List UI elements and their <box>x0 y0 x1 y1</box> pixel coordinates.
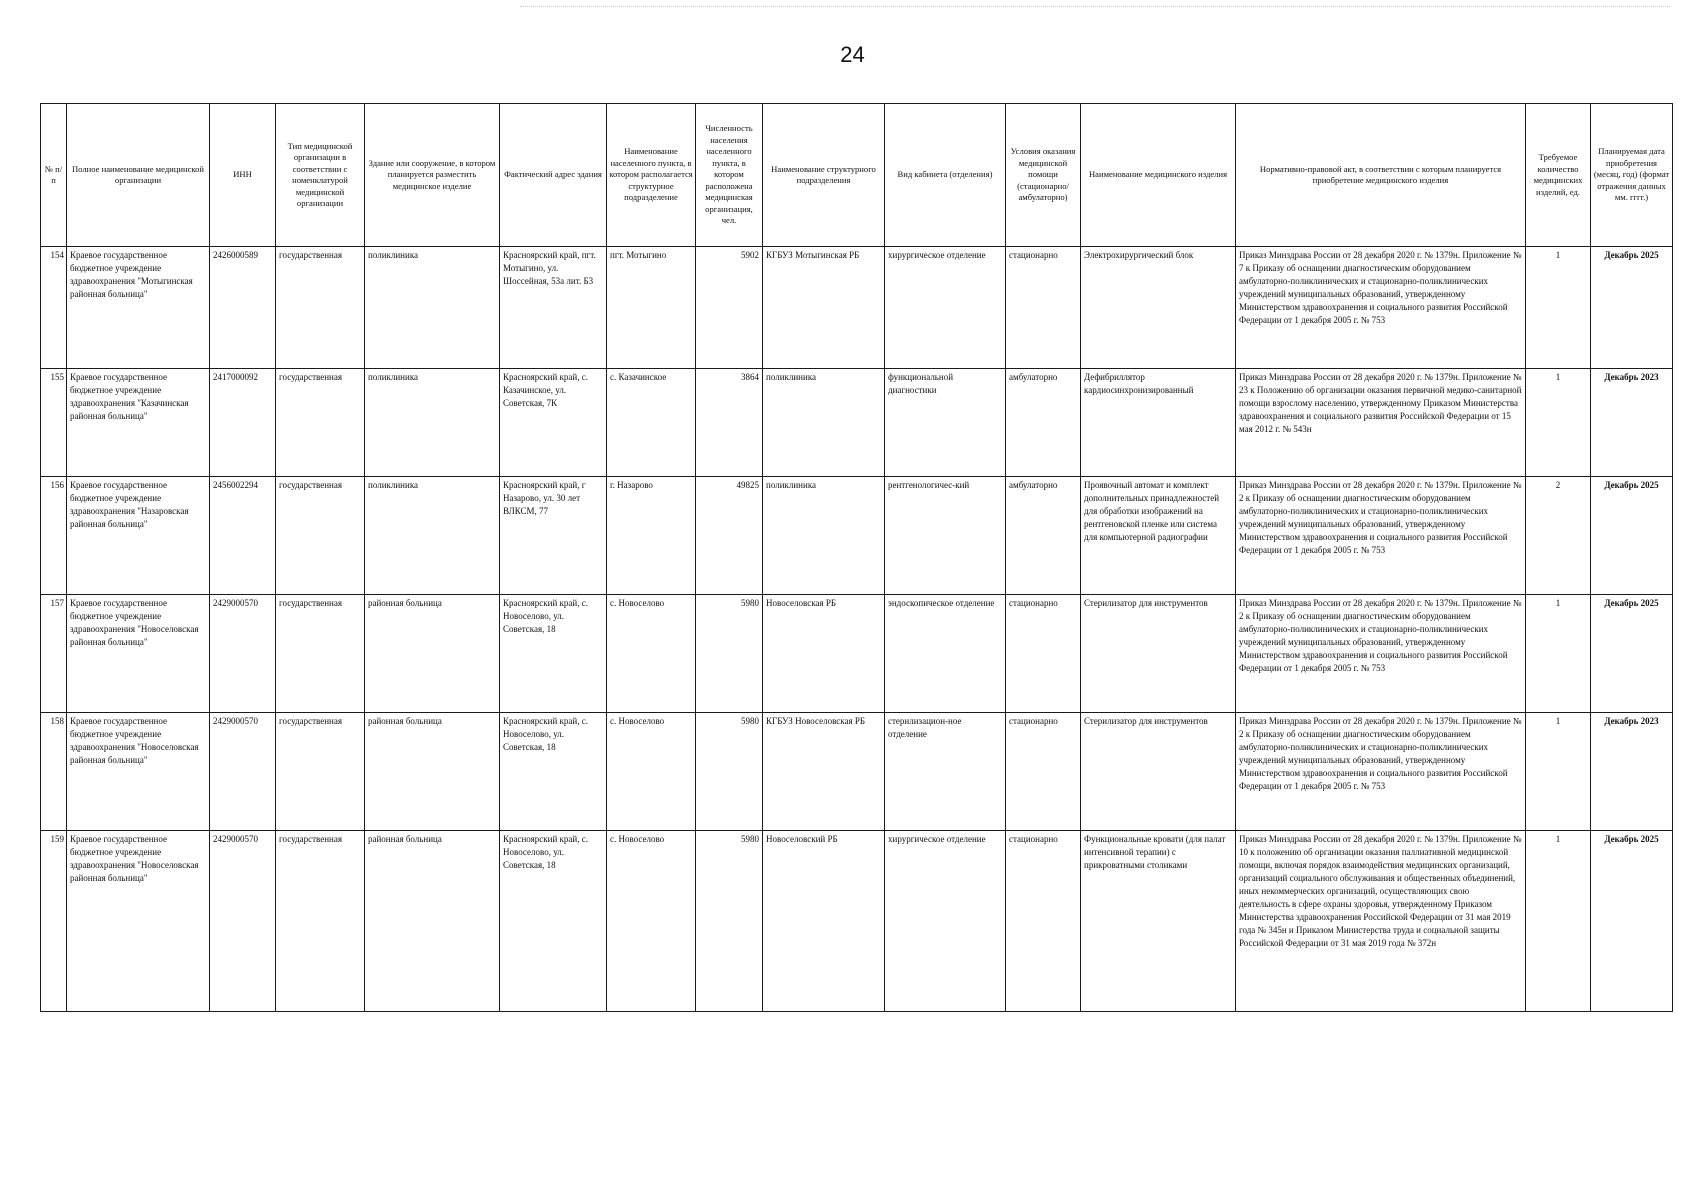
table-row <box>41 247 1673 369</box>
cell-cabinet: функциональной диагностики <box>885 369 1006 477</box>
cell-qty: 1 <box>1526 595 1591 713</box>
cell-cabinet: рентгенологичес-кий <box>885 477 1006 595</box>
header-device: Наименование медицинского изделия <box>1081 104 1236 247</box>
cell-org: Краевое государственное бюджетное учреждение здравоохранения "Назаровская районная больница" <box>67 477 210 595</box>
table-row <box>41 595 1673 713</box>
cell-address: Красноярский край, пгт. Мотыгино, ул. Шоссейная, 53а лит. Б3 <box>500 247 607 369</box>
cell-device: Проявочный автомат и комплект дополнительных принадлежностей для обработки изображений на рентгеновской пленке или система для компьютерной радиографии <box>1081 477 1236 595</box>
cell-address: Красноярский край, с. Новоселово, ул. Советская, 18 <box>500 831 607 1012</box>
cell-num: 154 <box>41 247 67 369</box>
header-address: Фактический адрес здания <box>500 104 607 247</box>
equipment-table <box>40 103 1673 1012</box>
cell-population: 5980 <box>696 831 763 1012</box>
cell-num: 156 <box>41 477 67 595</box>
header-conditions: Условия оказания медицинской помощи (стационарно/ амбулаторно) <box>1006 104 1081 247</box>
cell-date: Декабрь 2025 <box>1591 477 1673 595</box>
cell-unit: Новоселовская РБ <box>763 595 885 713</box>
cell-building: поликлиника <box>365 247 500 369</box>
cell-unit: поликлиника <box>763 477 885 595</box>
cell-inn: 2456002294 <box>210 477 276 595</box>
header-act: Нормативно-правовой акт, в соответствии с которым планируется приобретение медицинского изделия <box>1236 104 1526 247</box>
cell-population: 5902 <box>696 247 763 369</box>
cell-cabinet: стерилизацион-ное отделение <box>885 713 1006 831</box>
cell-inn: 2429000570 <box>210 831 276 1012</box>
header-settlement: Наименование населенного пункта, в котором располагается структурное подразделение <box>607 104 696 247</box>
cell-conditions: амбулаторно <box>1006 477 1081 595</box>
cell-conditions: стационарно <box>1006 713 1081 831</box>
cell-population: 5980 <box>696 713 763 831</box>
cell-act: Приказ Минздрава России от 28 декабря 2020 г. № 1379н. Приложение № 7 к Приказу об оснащении диагностическим оборудованием амбулаторно-поликлинических и стационарно-поликлинических учреждений муниципальных образований, утвержденному Министерством здравоохранения и социального развития Российской Федерации от 1 декабря 2005 г. № 753 <box>1236 247 1526 369</box>
cell-population: 49825 <box>696 477 763 595</box>
header-cabinet: Вид кабинета (отделения) <box>885 104 1006 247</box>
table-row <box>41 477 1673 595</box>
cell-cabinet: хирургическое отделение <box>885 831 1006 1012</box>
cell-num: 155 <box>41 369 67 477</box>
cell-type: государственная <box>276 369 365 477</box>
cell-device: Дефибриллятор кардиосинхронизированный <box>1081 369 1236 477</box>
cell-settlement: пгт. Мотыгино <box>607 247 696 369</box>
cell-unit: КГБУЗ Мотыгинская РБ <box>763 247 885 369</box>
cell-qty: 2 <box>1526 477 1591 595</box>
header-num: № п/п <box>41 104 67 247</box>
cell-type: государственная <box>276 831 365 1012</box>
cell-population: 3864 <box>696 369 763 477</box>
cell-conditions: амбулаторно <box>1006 369 1081 477</box>
cell-date: Декабрь 2023 <box>1591 713 1673 831</box>
cell-act: Приказ Минздрава России от 28 декабря 2020 г. № 1379н. Приложение № 2 к Приказу об оснащении диагностическим оборудованием амбулаторно-поликлинических и стационарно-поликлинических учреждений муниципальных образований, утвержденному Министерством здравоохранения и социального развития Российской Федерации от 1 декабря 2005 г. № 753 <box>1236 713 1526 831</box>
equipment-table-container <box>40 103 1672 1012</box>
cell-building: районная больница <box>365 595 500 713</box>
cell-address: Красноярский край, с. Казачинское, ул. Советская, 7К <box>500 369 607 477</box>
cell-unit: КГБУЗ Новоселовская РБ <box>763 713 885 831</box>
cell-address: Красноярский край, г Назарово, ул. 30 лет ВЛКСМ, 77 <box>500 477 607 595</box>
cell-conditions: стационарно <box>1006 831 1081 1012</box>
cell-address: Красноярский край, с. Новоселово, ул. Советская, 18 <box>500 713 607 831</box>
cell-type: государственная <box>276 595 365 713</box>
cell-settlement: с. Казачинское <box>607 369 696 477</box>
cell-building: районная больница <box>365 831 500 1012</box>
cell-settlement: г. Назарово <box>607 477 696 595</box>
header-population: Численность населения населенного пункта, в котором расположена медицинская организация, чел. <box>696 104 763 247</box>
header-date: Планируемая дата приобретения (месяц, год) (формат отражения данных мм. гггг.) <box>1591 104 1673 247</box>
cell-inn: 2429000570 <box>210 595 276 713</box>
table-row <box>41 713 1673 831</box>
header-building: Здание или сооружение, в котором планируется разместить медицинское изделие <box>365 104 500 247</box>
cell-device: Стерилизатор для инструментов <box>1081 595 1236 713</box>
cell-org: Краевое государственное бюджетное учреждение здравоохранения "Мотыгинская районная больница" <box>67 247 210 369</box>
cell-device: Стерилизатор для инструментов <box>1081 713 1236 831</box>
cell-building: районная больница <box>365 713 500 831</box>
cell-qty: 1 <box>1526 247 1591 369</box>
cell-org: Краевое государственное бюджетное учреждение здравоохранения "Новоселовская районная больница" <box>67 831 210 1012</box>
header-inn: ИНН <box>210 104 276 247</box>
cell-settlement: с. Новоселово <box>607 595 696 713</box>
cell-act: Приказ Минздрава России от 28 декабря 2020 г. № 1379н. Приложение № 2 к Приказу об оснащении диагностическим оборудованием амбулаторно-поликлинических и стационарно-поликлинических учреждений муниципальных образований, утвержденному Министерством здравоохранения и социального развития Российской Федерации от 1 декабря 2005 г. № 753 <box>1236 477 1526 595</box>
cell-date: Декабрь 2025 <box>1591 831 1673 1012</box>
cell-conditions: стационарно <box>1006 595 1081 713</box>
cell-act: Приказ Минздрава России от 28 декабря 2020 г. № 1379н. Приложение № 23 к Положению об организации оказания первичной медико-санитарной помощи взрослому населению, утвержденному Приказом Министерства здравоохранения и социального развития Российской Федерации от 15 мая 2012 г. № 543н <box>1236 369 1526 477</box>
cell-org: Краевое государственное бюджетное учреждение здравоохранения "Новоселовская районная больница" <box>67 713 210 831</box>
header-org: Полное наименование медицинской организации <box>67 104 210 247</box>
cell-num: 158 <box>41 713 67 831</box>
cell-conditions: стационарно <box>1006 247 1081 369</box>
cell-type: государственная <box>276 247 365 369</box>
cell-act: Приказ Минздрава России от 28 декабря 2020 г. № 1379н. Приложение № 10 к положению об организации оказания паллиативной медицинской помощи, включая порядок взаимодействия медицинских организаций, организаций социального обслуживания и общественных объединений, иных некоммерческих организаций, осуществляющих свою деятельность в сфере охраны здоровья, утвержденному Приказом Министерства здравоохранения Российской Федерации от 31 мая 2019 года № 345н и Приказом Министерства труда и социальной защиты Российской Федерации от 31 мая 2019 года № 372н <box>1236 831 1526 1012</box>
table-header-row <box>41 104 1673 247</box>
cell-org: Краевое государственное бюджетное учреждение здравоохранения "Новоселовская районная больница" <box>67 595 210 713</box>
header-qty: Требуемое количество медицинских изделий, ед. <box>1526 104 1591 247</box>
cell-cabinet: хирургическое отделение <box>885 247 1006 369</box>
cell-inn: 2429000570 <box>210 713 276 831</box>
cell-num: 157 <box>41 595 67 713</box>
cell-type: государственная <box>276 713 365 831</box>
cell-qty: 1 <box>1526 369 1591 477</box>
table-row <box>41 831 1673 1012</box>
cell-building: поликлиника <box>365 369 500 477</box>
table-row <box>41 369 1673 477</box>
cell-device: Электрохирургический блок <box>1081 247 1236 369</box>
cell-inn: 2426000589 <box>210 247 276 369</box>
cell-unit: поликлиника <box>763 369 885 477</box>
header-unit: Наименование структурного подразделения <box>763 104 885 247</box>
cell-act: Приказ Минздрава России от 28 декабря 2020 г. № 1379н. Приложение № 2 к Приказу об оснащении диагностическим оборудованием амбулаторно-поликлинических и стационарно-поликлинических учреждений муниципальных образований, утвержденному Министерством здравоохранения и социального развития Российской Федерации от 1 декабря 2005 г. № 753 <box>1236 595 1526 713</box>
cell-type: государственная <box>276 477 365 595</box>
cell-cabinet: эндоскопическое отделение <box>885 595 1006 713</box>
cell-num: 159 <box>41 831 67 1012</box>
cell-org: Краевое государственное бюджетное учреждение здравоохранения "Казачинская районная больница" <box>67 369 210 477</box>
cell-building: поликлиника <box>365 477 500 595</box>
top-scan-rule <box>520 6 1670 7</box>
cell-settlement: с. Новоселово <box>607 831 696 1012</box>
cell-settlement: с. Новоселово <box>607 713 696 831</box>
cell-inn: 2417000092 <box>210 369 276 477</box>
cell-qty: 1 <box>1526 713 1591 831</box>
page-number: 24 <box>840 42 865 67</box>
cell-qty: 1 <box>1526 831 1591 1012</box>
cell-population: 5980 <box>696 595 763 713</box>
cell-device: Функциональные кровати (для палат интенсивной терапии) с прикроватными столиками <box>1081 831 1236 1012</box>
cell-unit: Новоселовский РБ <box>763 831 885 1012</box>
cell-address: Красноярский край, с. Новоселово, ул. Советская, 18 <box>500 595 607 713</box>
cell-date: Декабрь 2025 <box>1591 247 1673 369</box>
cell-date: Декабрь 2025 <box>1591 595 1673 713</box>
header-type: Тип медицинской организации в соответствии с номенклатурой медицинской организации <box>276 104 365 247</box>
cell-date: Декабрь 2023 <box>1591 369 1673 477</box>
